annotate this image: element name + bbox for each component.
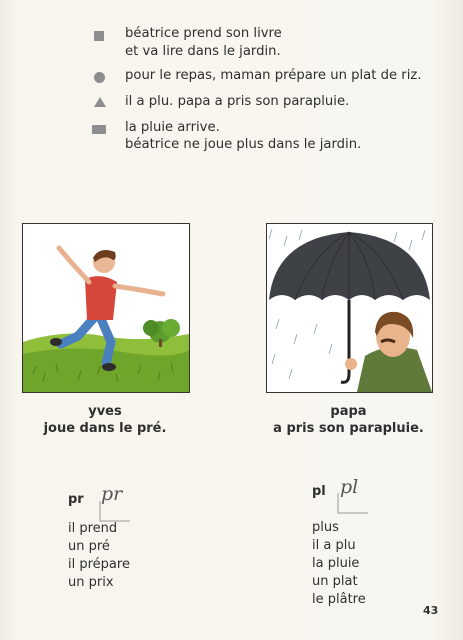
list-item: un pré bbox=[68, 539, 110, 554]
square-icon bbox=[94, 31, 104, 41]
list-item: un prix bbox=[68, 575, 114, 590]
sentence-line: et va lire dans le jardin. bbox=[125, 44, 281, 59]
sentence-line: béatrice prend son livre bbox=[125, 26, 282, 41]
list-item: il prépare bbox=[68, 557, 130, 572]
sentence-line: il a plu. papa a pris son parapluie. bbox=[125, 94, 350, 109]
caption-line: papa bbox=[330, 404, 367, 419]
caption-line: joue dans le pré. bbox=[43, 421, 167, 436]
list-item: la pluie bbox=[312, 556, 360, 571]
umbrella-illustration bbox=[267, 224, 432, 392]
sentence-line: pour le repas, maman prépare un plat de riz. bbox=[125, 68, 422, 83]
boy-running-illustration bbox=[23, 224, 189, 392]
list-item: plus bbox=[312, 520, 339, 535]
picture-papa-umbrella bbox=[266, 223, 433, 393]
triangle-icon bbox=[94, 97, 106, 107]
circle-icon bbox=[94, 72, 105, 83]
sentence-line: la pluie arrive. bbox=[125, 120, 220, 135]
cursive-syllable: pl bbox=[340, 476, 359, 498]
list-item: il a plu bbox=[312, 538, 356, 553]
list-item: le plâtre bbox=[312, 592, 366, 607]
syllable-label: pl bbox=[312, 484, 326, 499]
list-item: un plat bbox=[312, 574, 358, 589]
page-number: 43 bbox=[423, 604, 439, 617]
list-item: il prend bbox=[68, 521, 118, 536]
cursive-syllable: pr bbox=[101, 483, 123, 505]
caption-line: a pris son parapluie. bbox=[273, 421, 424, 436]
syllable-label: pr bbox=[68, 492, 84, 507]
writing-guide-icon bbox=[334, 493, 370, 515]
picture-boy-running bbox=[22, 223, 190, 393]
sentence-line: béatrice ne joue plus dans le jardin. bbox=[125, 137, 362, 152]
caption-line: yves bbox=[88, 404, 122, 419]
rectangle-icon bbox=[92, 125, 106, 134]
